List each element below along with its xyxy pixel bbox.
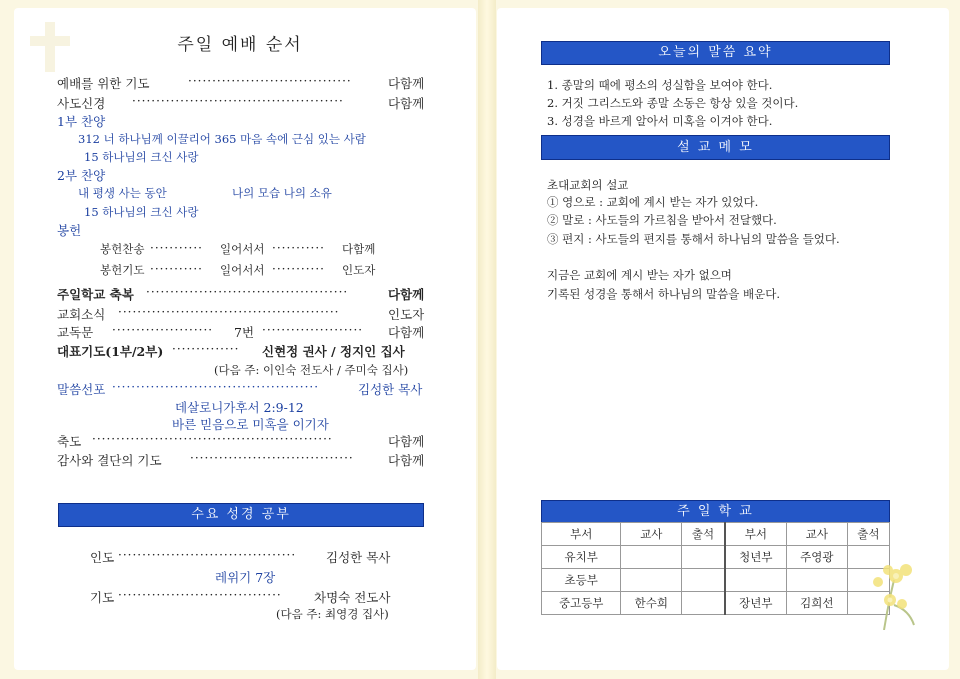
item-label: 주일학교 축복	[57, 287, 134, 302]
item-leader: 다함께	[388, 434, 425, 449]
hymn-line: 내 평생 사는 동안	[78, 186, 167, 200]
table-cell	[682, 546, 725, 569]
item-label: 사도신경	[57, 96, 106, 111]
leader-dots: ··············································	[118, 305, 340, 319]
leader-dots: ···········	[150, 241, 203, 255]
item-leader: 다함께	[342, 242, 376, 256]
table-cell	[621, 546, 682, 569]
flower-decoration-icon	[864, 560, 920, 630]
leader-dots: ···········	[272, 241, 325, 255]
table-cell	[786, 569, 847, 592]
column-header: 부서	[542, 523, 621, 546]
table-cell: 주영광	[786, 546, 847, 569]
item-posture: 일어서서	[220, 242, 265, 256]
table-cell: 한수희	[621, 592, 682, 615]
item-leader: 김성한 목사	[358, 382, 423, 397]
leader-dots: ···········	[272, 262, 325, 276]
summary-point: 3. 성경을 바르게 알아서 미혹을 이겨야 한다.	[547, 114, 773, 128]
wednesday-study-header: 수요 성경 공부	[58, 503, 424, 527]
item-leader: 다함께	[388, 96, 425, 111]
item-label: 감사와 결단의 기도	[57, 453, 162, 468]
item-leader: 다함께	[388, 325, 425, 340]
item-label: 봉헌기도	[100, 263, 145, 277]
table-cell: 중고등부	[542, 592, 621, 615]
table-row	[542, 546, 890, 569]
study-prayer: 차명숙 전도사	[314, 590, 391, 605]
item-leader: 인도자	[388, 307, 425, 322]
hymn-line: 나의 모습 나의 소유	[232, 186, 332, 200]
table-cell: 장년부	[725, 592, 787, 615]
item-label: 말씀선포	[57, 382, 106, 397]
leader-dots: ·····················	[112, 323, 214, 337]
item-leader: 인도자	[342, 263, 376, 277]
memo-line: 초대교회의 설교	[547, 178, 629, 192]
section-label: 봉헌	[57, 223, 82, 238]
memo-line: ① 영으로 : 교회에 계시 받는 자가 있었다.	[547, 195, 759, 209]
column-header: 출석	[682, 523, 725, 546]
sunday-school-header: 주 일 학 교	[541, 500, 890, 523]
item-label: 예배를 위한 기도	[57, 76, 150, 91]
table-cell	[621, 569, 682, 592]
table-row	[542, 592, 890, 615]
hymn-line: 15 하나님의 크신 사랑	[84, 150, 199, 164]
table-cell: 초등부	[542, 569, 621, 592]
table-cell	[725, 569, 787, 592]
summary-point: 2. 거짓 그리스도와 종말 소동은 항상 있을 것이다.	[547, 96, 799, 110]
leader-dots: ············································	[132, 94, 344, 108]
service-order-title: 주일 예배 순서	[177, 35, 303, 55]
table-cell	[682, 569, 725, 592]
item-posture: 일어서서	[220, 263, 265, 277]
center-fold	[478, 0, 496, 679]
item-label: 축도	[57, 434, 82, 449]
sermon-title: 바른 믿음으로 미혹을 이기자	[172, 417, 329, 432]
leader-dots: ···········································	[112, 380, 320, 394]
column-header: 부서	[725, 523, 787, 546]
scripture-reference: 데살로니가후서 2:9-12	[175, 400, 304, 415]
leader-dots: ·····················	[262, 323, 364, 337]
leader-dots: ··································	[190, 451, 354, 465]
table-cell: 김희선	[786, 592, 847, 615]
item-leader: 다함께	[388, 287, 425, 302]
table-cell: 유치부	[542, 546, 621, 569]
leader-dots: ··············	[172, 342, 240, 356]
hymn-line: 312 너 하나님께 이끌리어 365 마음 속에 근심 있는 사람	[78, 132, 366, 146]
item-leader: 다함께	[388, 453, 425, 468]
memo-line: ② 말로 : 사도들의 가르침을 받아서 전달했다.	[547, 213, 777, 227]
study-text: 레위기 7장	[215, 570, 276, 585]
section-label: 2부 찬양	[57, 168, 106, 183]
summary-header: 오늘의 말씀 요약	[541, 41, 890, 65]
study-next-note: (다음 주: 최영경 집사)	[276, 607, 389, 621]
study-leader: 김성한 목사	[326, 550, 391, 565]
study-prayer-label: 기도	[90, 590, 115, 605]
item-label: 교독문	[57, 325, 94, 340]
memo-line: 기록된 성경을 통해서 하나님의 말씀을 배운다.	[547, 287, 781, 301]
next-week-note: (다음 주: 이인숙 전도사 / 주미숙 집사)	[214, 363, 409, 377]
memo-header: 설 교 메 모	[541, 135, 890, 160]
table-row	[542, 569, 890, 592]
leader-dots: ···········	[150, 262, 203, 276]
column-header: 교사	[621, 523, 682, 546]
memo-line: ③ 편지 : 사도들의 편지를 통해서 하나님의 말씀을 들었다.	[547, 232, 840, 246]
table-cell	[682, 592, 725, 615]
leader-dots: ··················································	[92, 432, 333, 446]
table-cell: 청년부	[725, 546, 787, 569]
column-header: 교사	[786, 523, 847, 546]
item-label: 대표기도(1부/2부)	[57, 344, 164, 359]
sunday-school-table	[541, 522, 890, 615]
leader-dots: ··········································	[146, 285, 349, 299]
column-header: 출석	[847, 523, 889, 546]
item-leader: 신현정 권사 / 정지인 집사	[262, 344, 405, 359]
leader-dots: ·····································	[118, 548, 297, 562]
item-leader: 다함께	[388, 76, 425, 91]
reading-number: 7번	[234, 325, 255, 340]
table-header-row	[542, 523, 890, 546]
summary-point: 1. 종말의 때에 평소의 성실함을 보여야 한다.	[547, 78, 773, 92]
item-label: 봉헌찬송	[100, 242, 145, 256]
study-lead-label: 인도	[90, 550, 115, 565]
leader-dots: ··································	[118, 588, 282, 602]
leader-dots: ··································	[188, 74, 352, 88]
item-label: 교회소식	[57, 307, 106, 322]
hymn-line: 15 하나님의 크신 사랑	[84, 205, 199, 219]
memo-line: 지금은 교회에 계시 받는 자가 없으며	[547, 268, 732, 282]
section-label: 1부 찬양	[57, 114, 106, 129]
